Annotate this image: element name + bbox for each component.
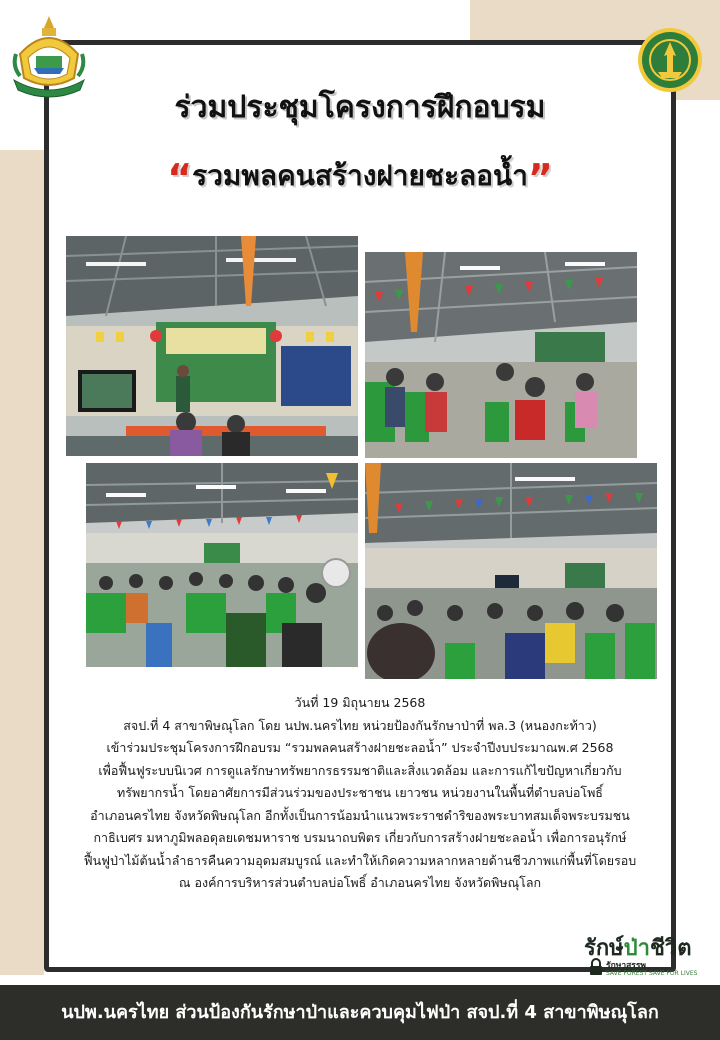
project-title-text: รวมพลคนสร้างฝายชะลอน้ำ [192, 159, 528, 192]
body-line: กาธิเบศร มหาภูมิพลอดุลยเดชมหาราช บรมนาถบพิตร เกี่ยวกับการสร้างฝายชะลอน้ำ เพื่อการอนุรักษ์ [93, 830, 627, 845]
photo-stage-presentation [66, 236, 358, 456]
page-title: ร่วมประชุมโครงการฝึกอบรม [174, 90, 546, 125]
decor-beige-left [0, 150, 44, 975]
photo-audience-wide [86, 463, 358, 667]
body-text [60, 692, 660, 895]
body-line: ฟื้นฟูป่าไม้ต้นน้ำลำธารคืนความอุดมสมบูรณ์ และทำให้เกิดความหลากหลายด้านชีวภาพแก่พื้นที่โดยรอบ [83, 852, 637, 868]
project-title [40, 154, 680, 200]
body-line: ณ องค์การบริหารส่วนตำบลบ่อโพธิ์ อำเภอนครไทย จังหวัดพิษณุโลก [178, 875, 542, 890]
body-line: วันที่ 19 มิถุนายน 2568 [294, 695, 426, 710]
photo-audience-back [365, 463, 657, 679]
body-line: สจป.ที่ 4 สาขาพิษณุโลก โดย นปพ.นครไทย หน่วยป้องกันรักษาป่าที่ พล.3 (หนองกะท้าว) [123, 717, 597, 733]
brand-tagline: SAVE FOREST SAVE FOR LIVES [606, 970, 698, 977]
quote-close: ” [527, 156, 553, 200]
body-line: เพื่อฟื้นฟูระบบนิเวศ การดูแลรักษาทรัพยากรธรรมชาติและสิ่งแวดล้อม และการแก้ไขปัญหาเกี่ยวกับ [98, 762, 622, 778]
photo-audience-side [365, 252, 637, 458]
brand-main-part3: ชีวิต [649, 936, 692, 961]
lock-icon [588, 958, 604, 976]
body-line: อำเภอนครไทย จังหวัดพิษณุโลก อีกทั้งเป็นการน้อมนำแนวพระราชดำริของพระบาทสมเด็จพระบรมชน [90, 807, 630, 823]
brand-main-part1: รักษ์ [584, 936, 624, 961]
brand-main-part2: ป่า [623, 936, 650, 961]
footer-bar: นปพ.นครไทย ส่วนป้องกันรักษาป่าและควบคุมไฟป่า สจป.ที่ 4 สาขาพิษณุโลก [0, 985, 720, 1040]
quote-open: “ [167, 156, 193, 200]
brand-subtitle: รักษาสรรพ [606, 961, 647, 971]
brand-logo [584, 930, 700, 982]
body-line: ทรัพยากรน้ำ โดยอาศัยการมีส่วนร่วมของประชาชน เยาวชน หน่วยงานในพื้นที่ตำบลบ่อโพธิ์ [117, 785, 603, 800]
body-line: เข้าร่วมประชุมโครงการฝึกอบรม “รวมพลคนสร้างฝายชะลอน้ำ” ประจำปีงบประมาณพ.ศ 2568 [106, 740, 614, 755]
